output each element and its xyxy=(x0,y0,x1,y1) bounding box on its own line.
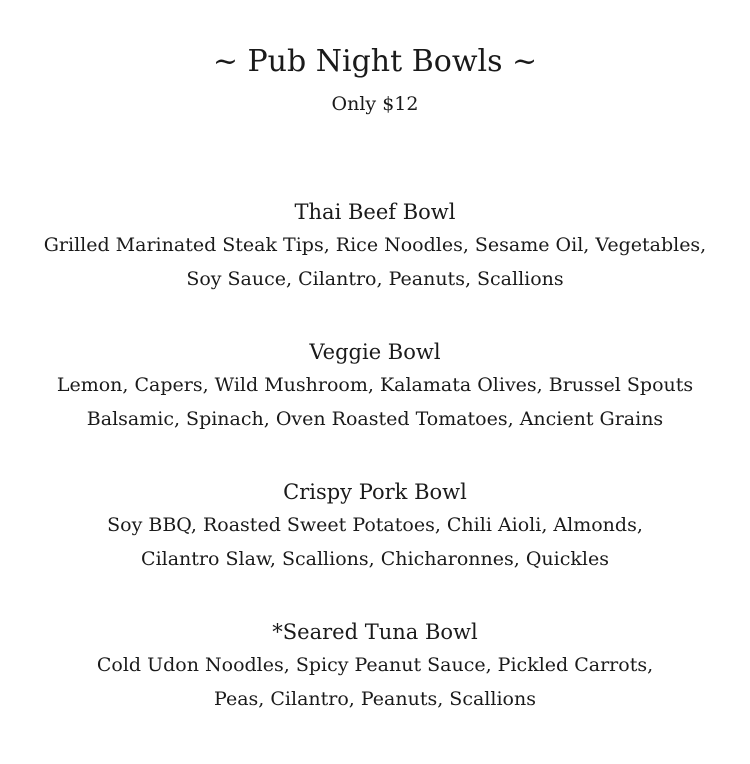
bowl-ingredients-line-1: Soy BBQ, Roasted Sweet Potatoes, Chili Aioli, Almonds, xyxy=(107,514,643,536)
bowl-name: Veggie Bowl xyxy=(309,340,441,364)
bowl-ingredients-line-2: Cilantro Slaw, Scallions, Chicharonnes, Quickles xyxy=(141,548,609,570)
bowl-ingredients-line-1: Lemon, Capers, Wild Mushroom, Kalamata Olives, Brussel Spouts xyxy=(56,374,694,396)
bowl-name: *Seared Tuna Bowl xyxy=(272,620,478,644)
bowl-section-veggie xyxy=(0,336,750,436)
bowl-section-thai-beef xyxy=(0,196,750,296)
bowl-ingredients-line-1: Grilled Marinated Steak Tips, Rice Noodles, Sesame Oil, Vegetables, xyxy=(43,234,707,256)
bowl-ingredients-line-1: Cold Udon Noodles, Spicy Peanut Sauce, Pickled Carrots, xyxy=(96,654,654,676)
bowl-section-seared-tuna xyxy=(0,616,750,716)
bowl-section-crispy-pork xyxy=(0,476,750,576)
bowl-name: Thai Beef Bowl xyxy=(294,200,456,224)
price-note: Only $12 xyxy=(331,93,419,115)
bowl-ingredients-line-2: Balsamic, Spinach, Oven Roasted Tomatoes, Ancient Grains xyxy=(86,408,664,430)
bowl-name: Crispy Pork Bowl xyxy=(283,480,467,504)
menu-title: ~ Pub Night Bowls ~ xyxy=(212,44,538,79)
bowl-ingredients-line-2: Peas, Cilantro, Peanuts, Scallions xyxy=(214,688,536,710)
bowl-ingredients-line-2: Soy Sauce, Cilantro, Peanuts, Scallions xyxy=(186,268,564,290)
